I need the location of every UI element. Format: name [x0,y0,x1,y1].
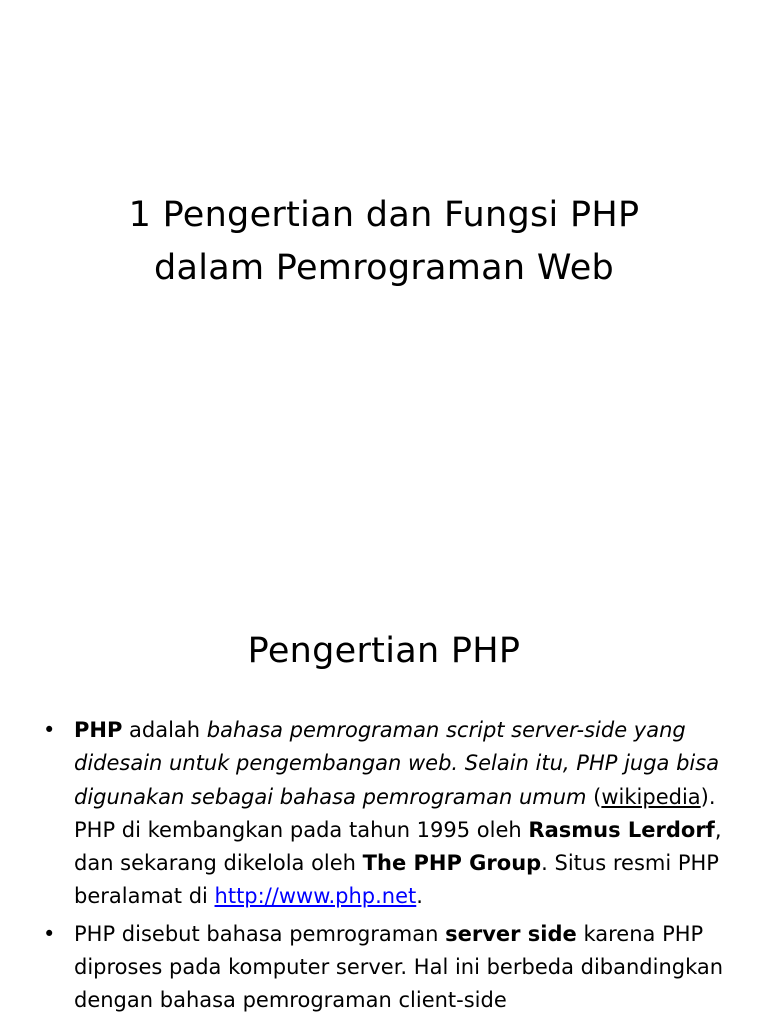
text-run: ). PHP di kembangkan pada tahun 1995 oleh [74,784,716,842]
text-run: adalah [122,718,207,742]
group-name: The PHP Group [362,851,542,876]
section-title: Pengertian PHP [247,631,521,671]
definition-text: bahasa pemrograman script server-side yang didesain untuk pengembangan web. Selain itu, PHP juga bisa digunakan sebagai bahasa pemrograman umum [74,718,720,809]
content-slide [0,576,768,1024]
title-line-2: dalam Pemrograman Web [153,248,615,288]
php-site-link[interactable]: http://www.php.net [214,884,417,909]
server-side-term: server side [445,921,577,946]
text-run: , dan sekarang dikelola oleh [74,817,722,876]
php-term: PHP [74,718,123,742]
text-run: karena PHP diproses pada komputer server. Hal ini berbeda dibandingkan dengan bahasa pemrograman client-side [74,921,724,1013]
slide-title [40,189,728,295]
wikipedia-link[interactable]: wikipedia [601,784,701,809]
bullet-list [40,714,730,1022]
text-run: . Situs resmi PHP beralamat di [74,851,719,909]
author-name: Rasmus Lerdorf [528,817,715,842]
text-run: ( [586,784,602,809]
text-run: . [416,884,423,909]
bullet-item-definition [40,714,730,914]
bullet-item-server-side [40,918,730,1018]
bullet-icon: • [43,718,56,742]
text-run: PHP disebut bahasa pemrograman [74,921,446,946]
bullet-icon: • [43,921,56,946]
title-line-1: 1 Pengertian dan Fungsi PHP [128,195,640,235]
